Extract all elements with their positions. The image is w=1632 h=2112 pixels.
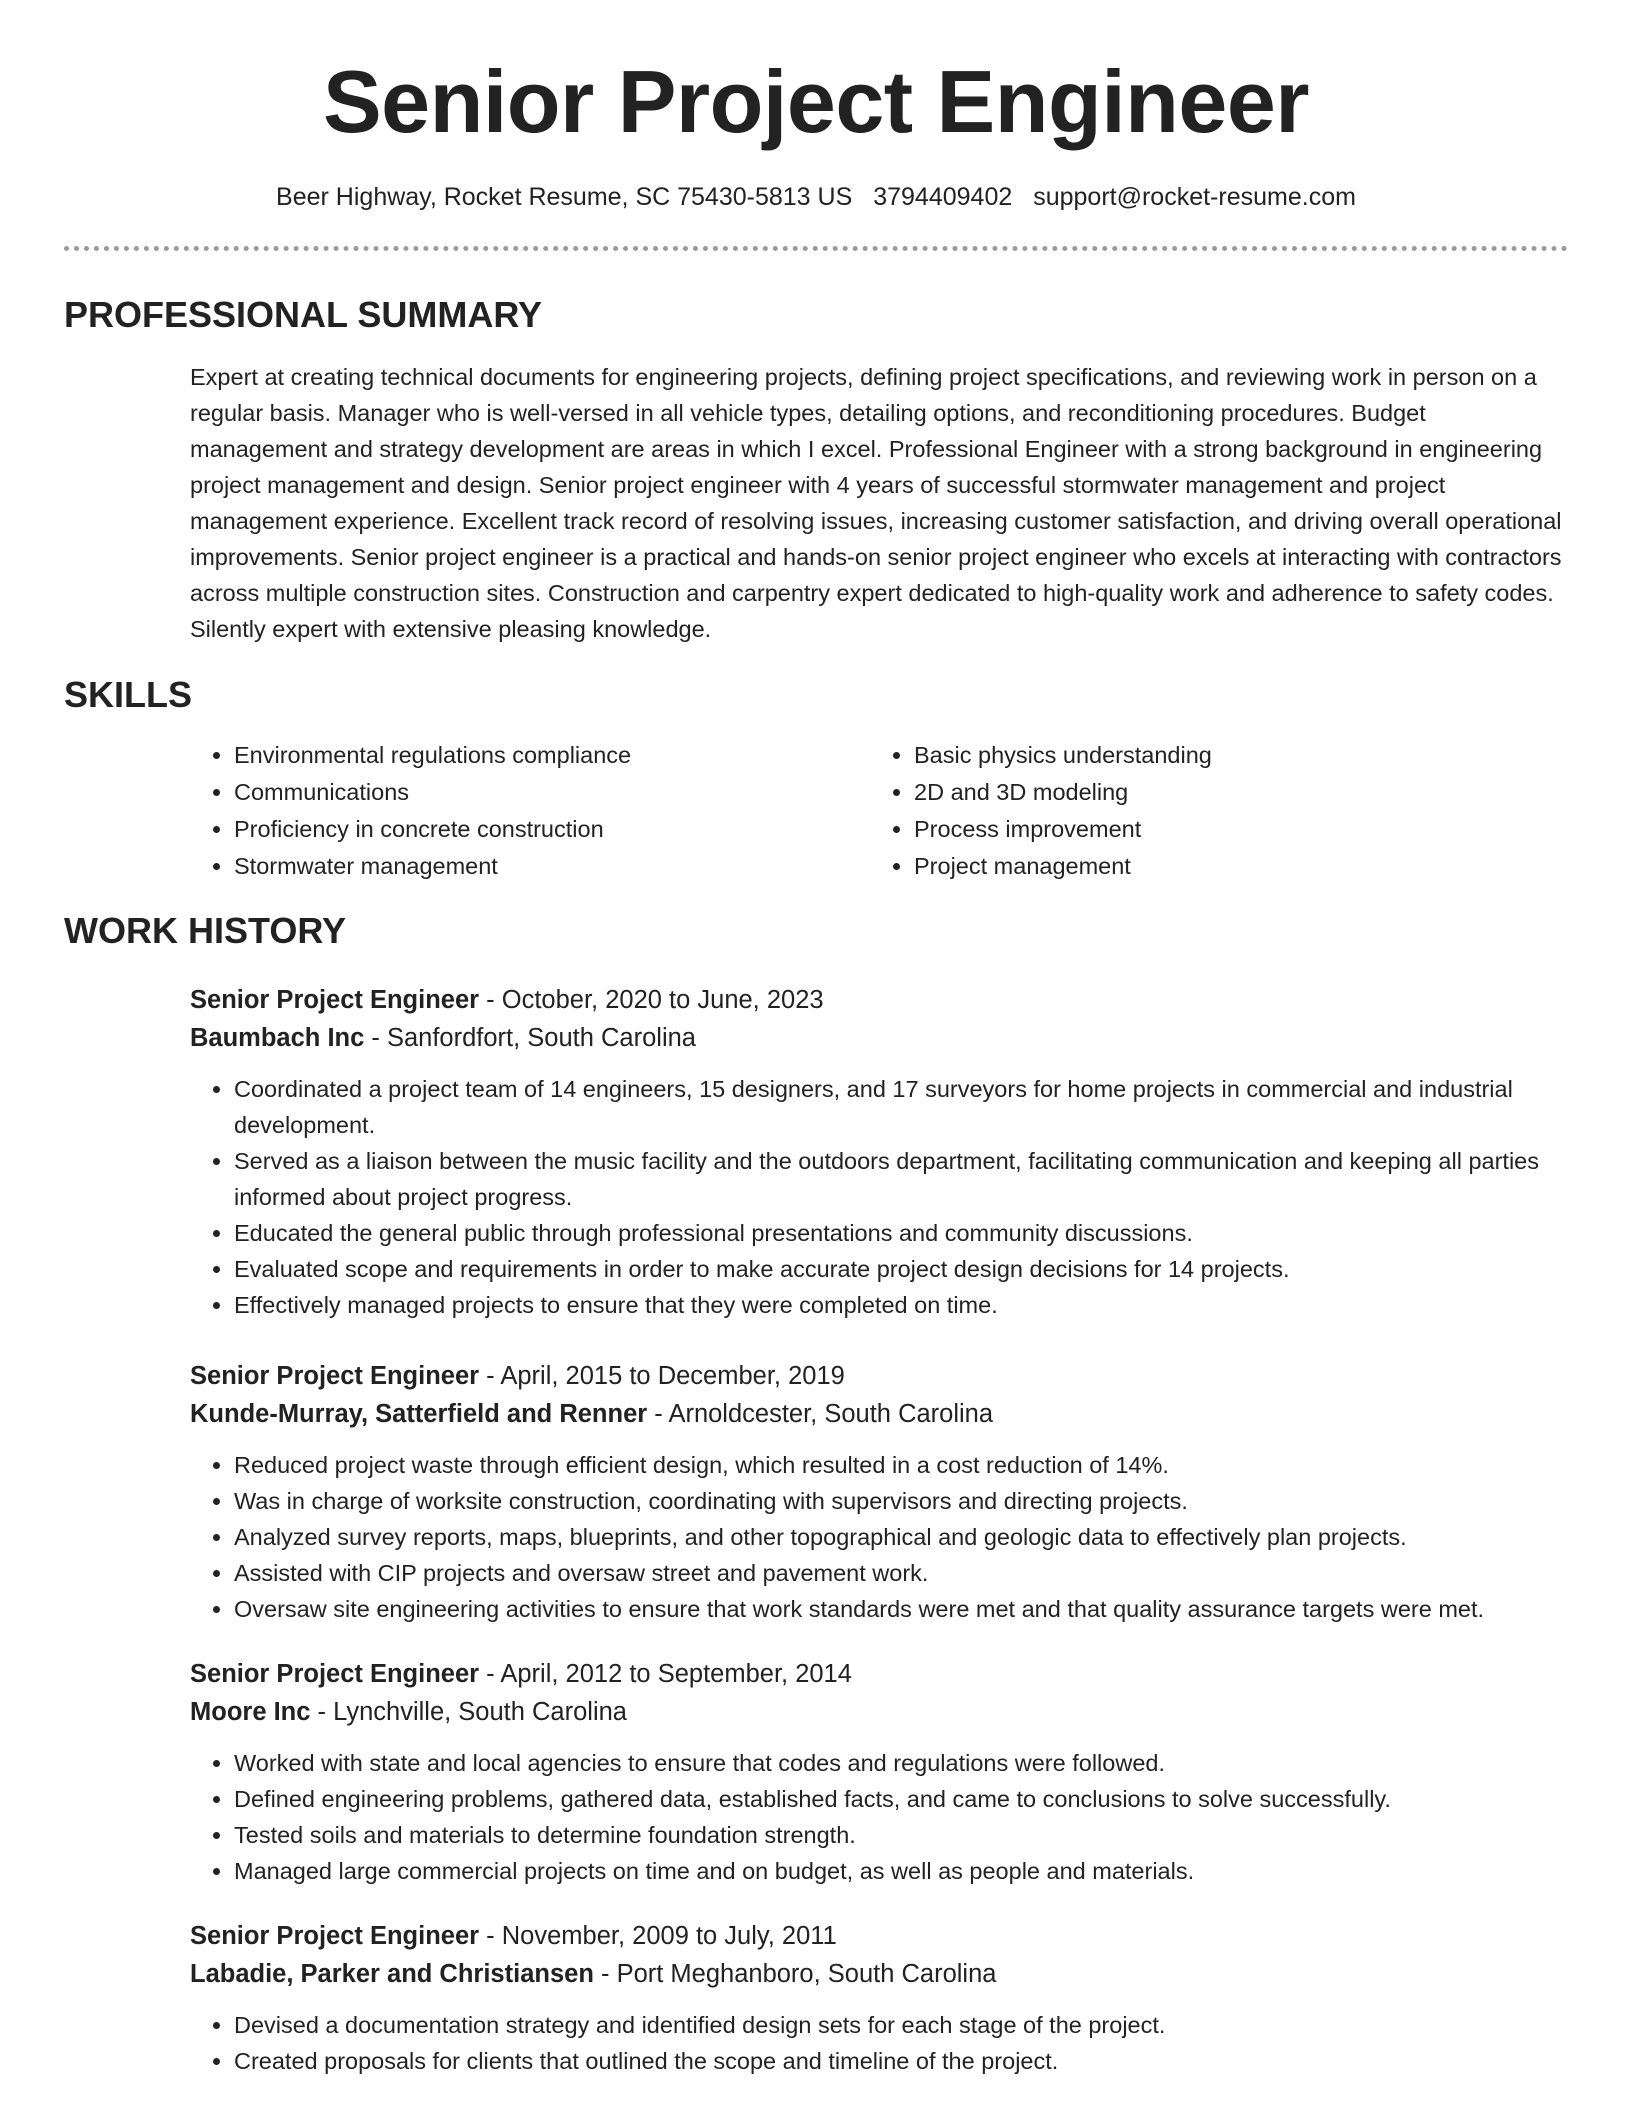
job-location: - Sanfordfort, South Carolina [364, 1024, 696, 1052]
job-entry [190, 1917, 1568, 2079]
job-company: Labadie, Parker and Christiansen [190, 1960, 594, 1988]
job-dates: - October, 2020 to June, 2023 [479, 986, 824, 1014]
job-role-line [190, 1357, 1568, 1395]
job-location: - Lynchville, South Carolina [310, 1698, 627, 1726]
skill-item: • Project management [914, 848, 1550, 885]
job-bullets [190, 1071, 1568, 1323]
job-entry [190, 1655, 1568, 1889]
section-title-skills: SKILLS [64, 674, 193, 715]
job-company-line [190, 1693, 1568, 1731]
skill-item: • Stormwater management [234, 848, 870, 885]
job-bullet: • Effectively managed projects to ensure that they were completed on time. [234, 1287, 1568, 1323]
job-location: - Arnoldcester, South Carolina [647, 1400, 994, 1428]
job-bullet: • Worked with state and local agencies to ensure that codes and regulations were followed. [234, 1745, 1568, 1781]
skills-column-left [190, 737, 870, 885]
job-role-line [190, 1917, 1568, 1955]
page-title: Senior Project Engineer [322, 52, 1310, 151]
job-company: Baumbach Inc [190, 1024, 365, 1052]
job-bullet: • Educated the general public through professional presentations and community discussions. [234, 1215, 1568, 1251]
job-company-line [190, 1019, 1568, 1057]
job-bullets [190, 1447, 1568, 1627]
job-bullet: • Tested soils and materials to determine foundation strength. [234, 1817, 1568, 1853]
skill-item: • Proficiency in concrete construction [234, 811, 870, 848]
phone: 3794409402 [873, 183, 1013, 211]
job-role-line [190, 981, 1568, 1019]
skill-item: • Environmental regulations compliance [234, 737, 870, 774]
job-bullet: • Devised a documentation strategy and identified design sets for each stage of the project. [234, 2007, 1568, 2043]
job-company: Kunde-Murray, Satterfield and Renner [190, 1400, 648, 1428]
job-role: Senior Project Engineer [190, 1362, 480, 1390]
job-dates: - November, 2009 to July, 2011 [479, 1922, 837, 1950]
job-bullet: • Assisted with CIP projects and oversaw street and pavement work. [234, 1555, 1568, 1591]
skill-item: • Communications [234, 774, 870, 811]
job-bullet: • Managed large commercial projects on time and on budget, as well as people and materials. [234, 1853, 1568, 1889]
job-bullet: • Analyzed survey reports, maps, blueprints, and other topographical and geologic data to effectively plan projects. [234, 1519, 1568, 1555]
contact-line [64, 182, 1568, 212]
job-dates: - April, 2012 to September, 2014 [479, 1660, 852, 1688]
job-bullet: • Coordinated a project team of 14 engineers, 15 designers, and 17 surveyors for home projects in commercial and industrial development. [234, 1071, 1568, 1143]
job-company-line [190, 1955, 1568, 1993]
job-bullet: • Created proposals for clients that outlined the scope and timeline of the project. [234, 2043, 1568, 2079]
skill-item: • Process improvement [914, 811, 1550, 848]
job-bullet: • Defined engineering problems, gathered data, established facts, and came to conclusions to solve successfully. [234, 1781, 1568, 1817]
job-bullet: • Served as a liaison between the music facility and the outdoors department, facilitating communication and keeping all parties informed about project progress. [234, 1143, 1568, 1215]
summary-text: Expert at creating technical documents for engineering projects, defining project specifications, and reviewing work in person on a regular basis. Manager who is well-versed in all vehicle types, detailing options, and reconditioning procedures. Budget management and strategy development are areas in which I excel. Professional Engineer with a strong background in engineering project management and design. Senior project engineer with 4 years of successful stormwater management and project management experience. Excellent track record of resolving issues, increasing customer satisfaction, and driving overall operational improvements. Senior project engineer is a practical and hands-on senior project engineer who excels at interacting with contractors across multiple construction sites. Construction and carpentry expert dedicated to high-quality work and adherence to safety codes. Silently expert with extensive pleasing knowledge. [190, 364, 1562, 642]
job-bullet: • Was in charge of worksite construction, coordinating with supervisors and directing projects. [234, 1483, 1568, 1519]
job-entry [190, 981, 1568, 1323]
job-role: Senior Project Engineer [190, 986, 480, 1014]
job-role: Senior Project Engineer [190, 1660, 480, 1688]
skill-item: • 2D and 3D modeling [914, 774, 1550, 811]
job-company: Moore Inc [190, 1698, 311, 1726]
dotted-divider [64, 246, 1568, 251]
skills-list [190, 737, 1568, 885]
section-title-work-history: WORK HISTORY [64, 910, 347, 951]
section-title-summary: PROFESSIONAL SUMMARY [64, 294, 543, 335]
job-location: - Port Meghanboro, South Carolina [593, 1960, 997, 1988]
job-entry [190, 1357, 1568, 1627]
skill-item: • Basic physics understanding [914, 737, 1550, 774]
job-role-line [190, 1655, 1568, 1693]
job-bullet: • Oversaw site engineering activities to ensure that work standards were met and that quality assurance targets were met. [234, 1591, 1568, 1627]
email: support@rocket-resume.com [1033, 183, 1356, 211]
job-company-line [190, 1395, 1568, 1433]
job-bullet: • Reduced project waste through efficient design, which resulted in a cost reduction of 14%. [234, 1447, 1568, 1483]
job-bullet: • Evaluated scope and requirements in order to make accurate project design decisions for 14 projects. [234, 1251, 1568, 1287]
job-bullets [190, 2007, 1568, 2079]
job-dates: - April, 2015 to December, 2019 [479, 1362, 845, 1390]
address: Beer Highway, Rocket Resume, SC 75430-5813 US [276, 183, 853, 211]
skills-column-right [870, 737, 1550, 885]
job-bullets [190, 1745, 1568, 1889]
job-role: Senior Project Engineer [190, 1922, 480, 1950]
